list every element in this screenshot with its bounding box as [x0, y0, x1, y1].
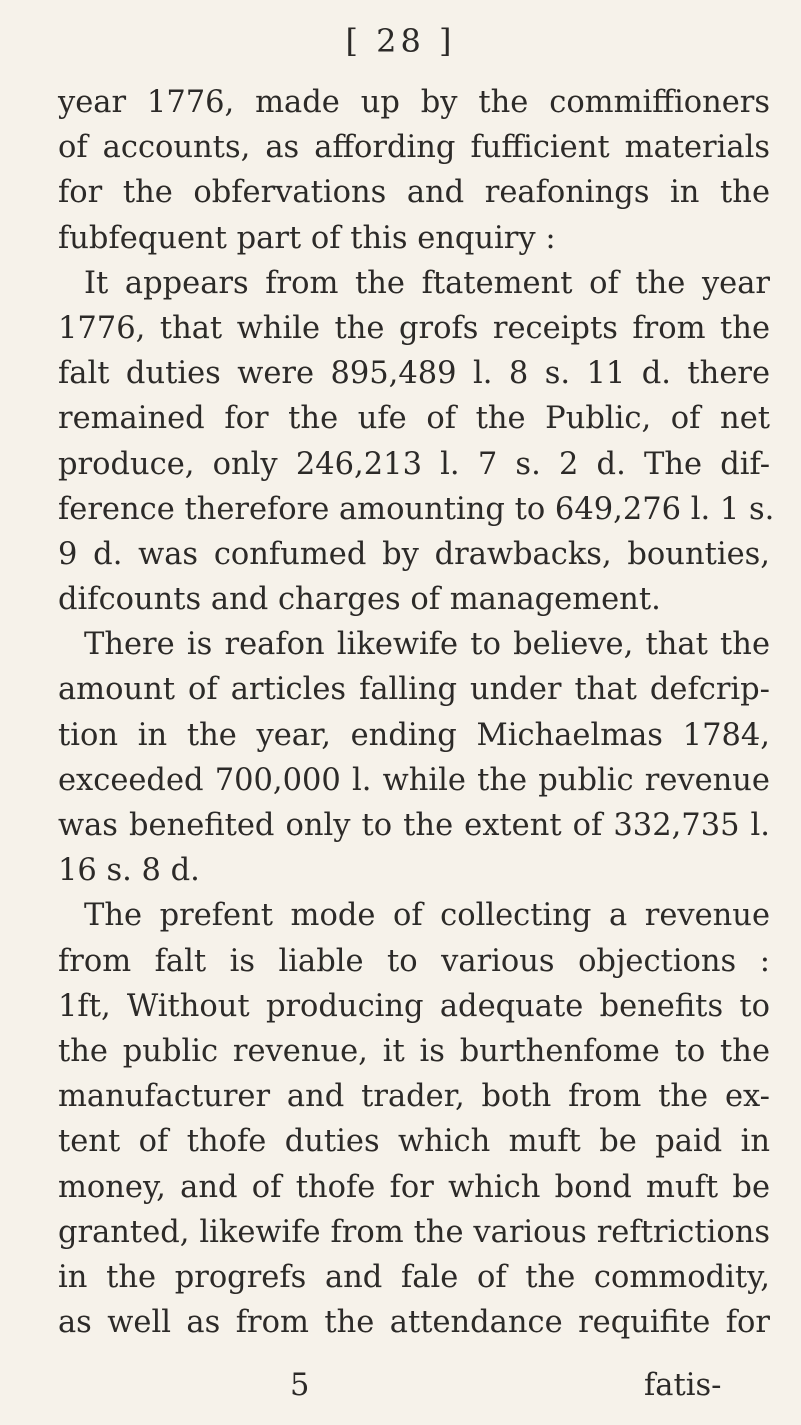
page-number-header: [ 28 ]: [345, 22, 456, 60]
text-line: in the progrefs and fale of the commodity,: [58, 1259, 770, 1295]
text-line: was benefited only to the extent of 332,735 l.: [58, 808, 770, 843]
text-line: money, and of thofe for which bond muft be: [58, 1169, 770, 1205]
text-line: difcounts and charges of management.: [58, 582, 661, 618]
text-line: the public revenue, it is burthenfome to the: [58, 1033, 770, 1069]
text-line: as well as from the attendance requifite for: [58, 1305, 770, 1341]
signature-mark: 5: [290, 1368, 310, 1403]
page-body-text: [58, 80, 775, 1345]
text-line: of accounts, as affording fufficient materials: [58, 130, 770, 166]
text-line: for the obfervations and reafonings in the: [58, 175, 770, 211]
text-line: There is reafon likewife to believe, that the: [84, 627, 770, 663]
text-line: from falt is liable to various objections :: [58, 943, 770, 979]
text-line: 9 d. was confumed by drawbacks, bounties,: [58, 536, 770, 572]
text-line: The prefent mode of collecting a revenue: [84, 898, 770, 934]
text-line: 1776, that while the grofs receipts from the: [58, 310, 770, 346]
catchword: fatis-: [644, 1368, 722, 1403]
text-line: It appears from the ftatement of the year: [84, 265, 770, 301]
text-line: falt duties were 895,489 l. 8 s. 11 d. there: [58, 356, 770, 392]
text-line: produce, only 246,213 l. 7 s. 2 d. The dif-: [58, 446, 770, 482]
text-line: fubfequent part of this enquiry :: [58, 220, 556, 256]
text-line: 16 s. 8 d.: [58, 853, 200, 889]
text-line: amount of articles falling under that defcrip-: [58, 672, 770, 708]
page-footer: [0, 1368, 801, 1413]
text-line: tent of thofe duties which muft be paid in: [58, 1124, 770, 1160]
text-line: remained for the ufe of the Public, of net: [58, 401, 770, 437]
text-line: tion in the year, ending Michaelmas 1784,: [58, 717, 770, 753]
text-line: ference therefore amounting to 649,276 l. 1 s.: [58, 491, 775, 527]
text-line: exceeded 700,000 l. while the public revenue: [58, 762, 770, 798]
text-line: manufacturer and trader, both from the ex-: [58, 1079, 770, 1115]
text-line: year 1776, made up by the commiffioners: [58, 85, 770, 120]
text-line: 1ft, Without producing adequate benefits to: [58, 988, 770, 1024]
text-line: granted, likewife from the various reftrictions: [58, 1214, 770, 1250]
